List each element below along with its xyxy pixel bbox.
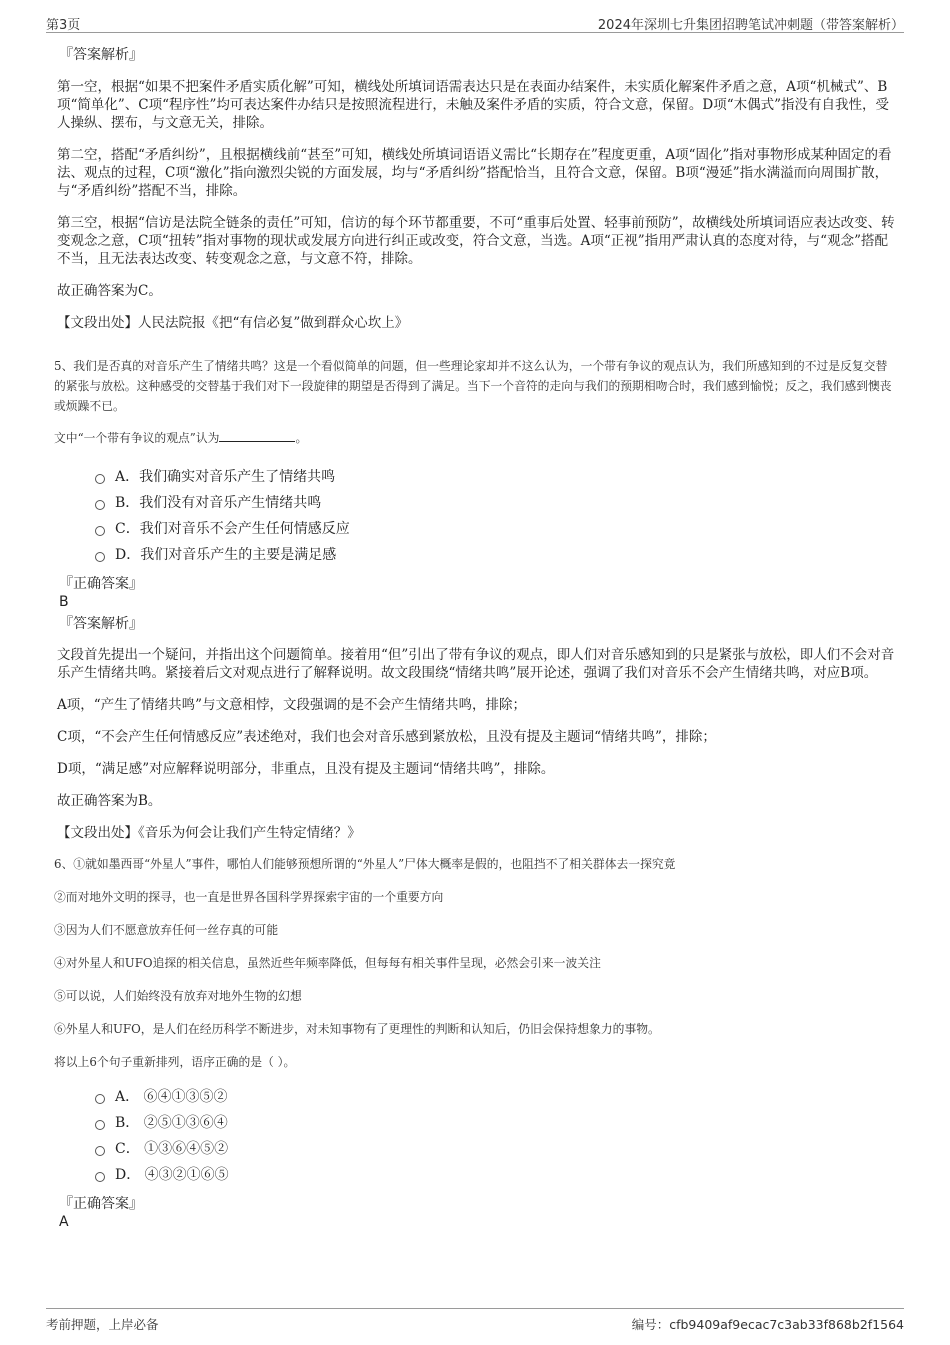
q4-analysis-para-2: 第二空，搭配“矛盾纠纷”，且根据横线前“甚至”可知，横线处所填词语语义需比“长期存在”程度更重，A项“固化”指对事物形成某种固定的看法、观点的过程，C项“激化”指向激烈尖锐的方面发展，均与“矛盾纠纷”搭配恰当，且符合文意，保留。B项“漫延”指水满溢而向周围扩散，与“矛盾纠纷”搭配不当，排除。: [57, 147, 892, 199]
q4-conclusion: 故正确答案为C。: [57, 283, 162, 299]
radio-icon[interactable]: [95, 500, 105, 510]
option-label: C． ①③⑥④⑤②: [115, 1141, 229, 1157]
answer-blank: [219, 429, 295, 442]
radio-icon[interactable]: [95, 474, 105, 484]
page-footer: [46, 1308, 904, 1332]
option-label: D．我们对音乐产生的主要是满足感: [115, 547, 337, 563]
q4-analysis-para-3: 第三空，根据“信访是法院全链条的责任”可知，信访的每个环节都重要，不可“重事后处置、轻事前预防”，故横线处所填词语应表达改变、转变观念之意，C项“扭转”指对事物的现状或发展方向进行纠正或改变，符合文意，当选。A项“正视”指用严肃认真的态度对待，与“观念”搭配不当，且无法表达改变、转变观念之意，与文意不符，排除。: [57, 215, 895, 267]
q6-sentence-6: ⑥外星人和UFO，是人们在经历科学不断进步，对未知事物有了更理性的判断和认知后，仍旧会保持想象力的事物。: [54, 1022, 660, 1036]
radio-icon[interactable]: [95, 1120, 105, 1130]
option-label: A．我们确实对音乐产生了情绪共鸣: [115, 469, 336, 485]
q5-question: 5、我们是否真的对音乐产生了情绪共鸣？这是一个看似简单的问题，但一些理论家却并不这么认为，一个带有争议的观点认为，我们所感知到的不过是反复交替的紧张与放松。这种感受的交替基于我们对下一段旋律的期望是否得到了满足。当下一个音符的走向与我们的预期相吻合时，我们感到愉悦；反之，我们感到懊丧或烦躁不已。: [54, 359, 892, 413]
q6-sentence-5: ⑤可以说，人们始终没有放弃对地外生物的幻想: [54, 989, 302, 1003]
q4-analysis-label: 『答案解析』: [59, 47, 143, 63]
q5-answer: B: [59, 594, 69, 610]
q6-sentence-1: 6、①就如墨西哥“外星人”事件，哪怕人们能够预想所谓的“外星人”尸体大概率是假的，也阻挡不了相关群体去一探究竟: [54, 857, 676, 871]
q4-analysis-para-1: 第一空，根据“如果不把案件矛盾实质化解”可知，横线处所填词语需表达只是在表面办结案件，未实质化解案件矛盾之意，A项“机械式”、B项“简单化”、C项“程序性”均可表达案件办结只是按照流程进行，未触及案件矛盾的实质，符合文意，保留。D项“木偶式”指没有自我性，受人操纵、摆布，与文意无关，排除。: [57, 79, 890, 131]
option-label: C．我们对音乐不会产生任何情感反应: [115, 521, 350, 537]
q5-analysis-para-3: C项，“不会产生任何情感反应”表述绝对，我们也会对音乐感到紧放松，且没有提及主题词“情绪共鸣”，排除；: [57, 729, 716, 745]
q6-option-a[interactable]: [95, 1084, 895, 1110]
page-header: [46, 8, 904, 33]
q6-option-d[interactable]: [95, 1162, 895, 1188]
radio-icon[interactable]: [95, 552, 105, 562]
page-number: 第3页: [46, 18, 81, 33]
q5-prompt: [54, 428, 895, 448]
q6-options: [95, 1084, 895, 1188]
q6-sentence-4: ④对外星人和UFO追探的相关信息，虽然近些年频率降低，但每每有相关事件呈现，必然会引来一波关注: [54, 956, 601, 970]
q5-option-c[interactable]: [95, 516, 895, 542]
q6-sentence-2: ②而对地外文明的探寻，也一直是世界各国科学界探索宇宙的一个重要方向: [54, 890, 444, 904]
q6-answer: A: [59, 1214, 69, 1230]
q6-prompt: 将以上6个句子重新排列，语序正确的是（ ）。: [54, 1055, 296, 1069]
q5-answer-label: 『正确答案』: [59, 576, 143, 592]
document-code: 编号：cfb9409af9ecac7c3ab33f868b2f1564: [631, 1317, 904, 1332]
q5-analysis-para-2: A项，“产生了情绪共鸣”与文意相悖，文段强调的是不会产生情绪共鸣，排除；: [57, 697, 527, 713]
radio-icon[interactable]: [95, 1172, 105, 1182]
q4-source: 【文段出处】人民法院报《把“有信必复”做到群众心坎上》: [57, 315, 409, 331]
q5-options: [95, 464, 895, 568]
q5-option-b[interactable]: [95, 490, 895, 516]
q5-conclusion: 故正确答案为B。: [57, 793, 162, 809]
radio-icon[interactable]: [95, 1146, 105, 1156]
q5-source: 【文段出处】《音乐为何会让我们产生特定情绪？》: [57, 825, 361, 841]
q6-option-b[interactable]: [95, 1110, 895, 1136]
q5-prompt-end: 。: [295, 431, 308, 445]
option-label: B．我们没有对音乐产生情绪共鸣: [115, 495, 322, 511]
page-content: [54, 45, 895, 1231]
q5-analysis-label: 『答案解析』: [59, 616, 143, 632]
q5-prompt-text: 文中“一个带有争议的观点”认为: [54, 431, 220, 445]
radio-icon[interactable]: [95, 1094, 105, 1104]
q6-answer-label: 『正确答案』: [59, 1196, 143, 1212]
q6-option-c[interactable]: [95, 1136, 895, 1162]
footer-slogan: 考前押题，上岸必备: [46, 1317, 159, 1332]
radio-icon[interactable]: [95, 526, 105, 536]
q5-analysis-para-1: 文段首先提出一个疑问，并指出这个问题简单。接着用“但”引出了带有争议的观点，即人们对音乐感知到的只是紧张与放松，即人们不会对音乐产生情绪共鸣。紧接着后文对观点进行了解释说明。故文段围绕“情绪共鸣”展开论述，强调了我们对音乐不会产生情绪共鸣，对应B项。: [57, 647, 895, 681]
q5-option-a[interactable]: [95, 464, 895, 490]
q6-sentence-3: ③因为人们不愿意放弃任何一丝存真的可能: [54, 923, 279, 937]
q5-analysis-para-4: D项，“满足感”对应解释说明部分，非重点，且没有提及主题词“情绪共鸣”，排除。: [57, 761, 555, 777]
option-label: D． ④③②①⑥⑤: [115, 1167, 229, 1183]
document-title: 2024年深圳七升集团招聘笔试冲刺题（带答案解析）: [597, 18, 904, 33]
option-label: A． ⑥④①③⑤②: [115, 1089, 228, 1105]
option-label: B． ②⑤①③⑥④: [115, 1115, 228, 1131]
q5-option-d[interactable]: [95, 542, 895, 568]
